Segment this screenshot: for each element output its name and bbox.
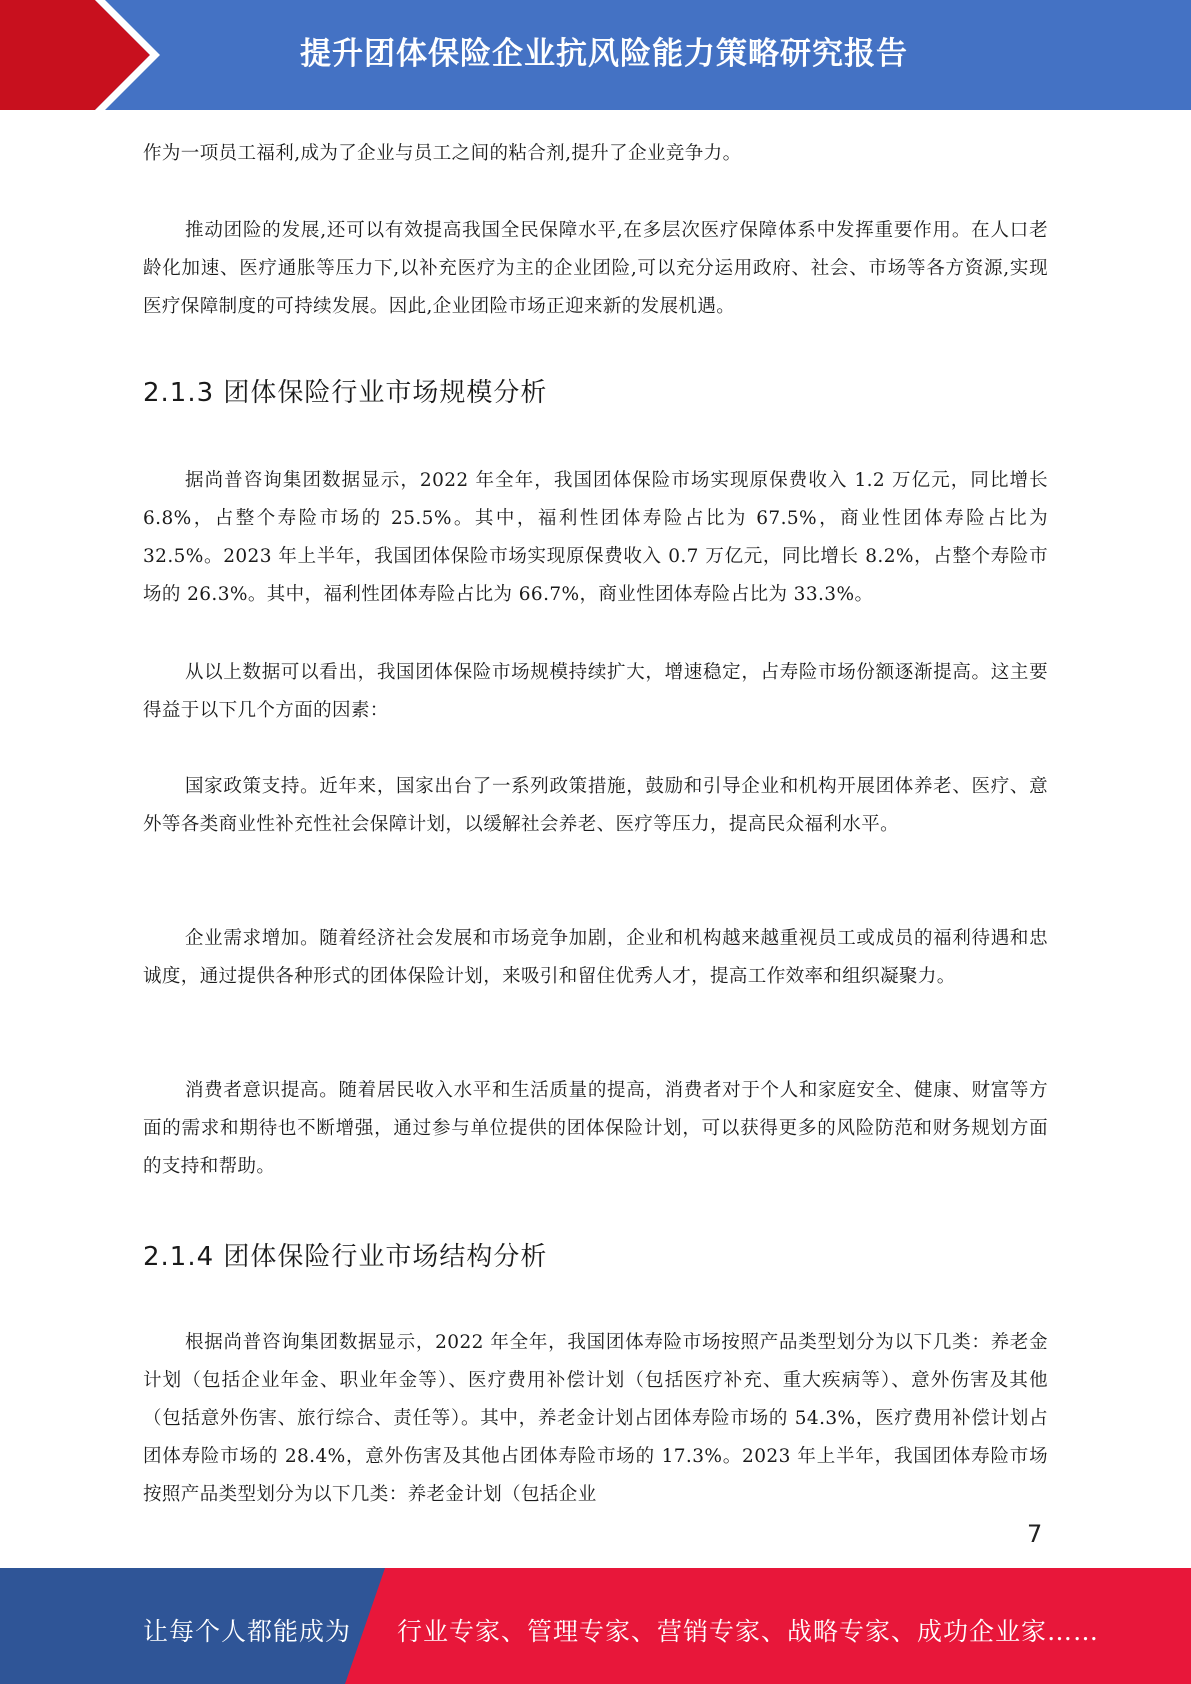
paragraph: 消费者意识提高。随着居民收入水平和生活质量的提高，消费者对于个人和家庭安全、健康、财富等方面的需求和期待也不断增强，通过参与单位提供的团体保险计划，可以获得更多的风险防范和财务规划方面的支持和帮助。 bbox=[143, 1080, 1048, 1177]
paragraph: 国家政策支持。近年来，国家出台了一系列政策措施，鼓励和引导企业和机构开展团体养老、医疗、意外等各类商业性补充性社会保障计划，以缓解社会养老、医疗等压力，提高民众福利水平。 bbox=[143, 776, 1048, 835]
page-footer bbox=[0, 1568, 1191, 1684]
page-number: 7 bbox=[1027, 1520, 1043, 1548]
paragraph: 推动团险的发展,还可以有效提高我国全民保障水平,在多层次医疗保障体系中发挥重要作用。在人口老龄化加速、医疗通胀等压力下,以补充医疗为主的企业团险,可以充分运用政府、社会、市场等各方资源,实现医疗保障制度的可持续发展。因此,企业团险市场正迎来新的发展机遇。 bbox=[143, 220, 1048, 317]
footer-slogan-left: 让每个人都能成为 bbox=[143, 1617, 352, 1646]
paragraph: 从以上数据可以看出，我国团体保险市场规模持续扩大，增速稳定，占寿险市场份额逐渐提高。这主要得益于以下几个方面的因素： bbox=[143, 662, 1048, 721]
section-heading-2-1-3: 2.1.3 团体保险行业市场规模分析 bbox=[143, 378, 548, 408]
section-heading-2-1-4: 2.1.4 团体保险行业市场结构分析 bbox=[143, 1242, 548, 1272]
page-header bbox=[0, 0, 1191, 110]
paragraph: 作为一项员工福利,成为了企业与员工之间的粘合剂,提升了企业竞争力。 bbox=[143, 143, 742, 164]
report-title: 提升团体保险企业抗风险能力策略研究报告 bbox=[300, 36, 908, 72]
footer-slogan-right: 行业专家、管理专家、营销专家、战略专家、成功企业家…… bbox=[397, 1617, 1100, 1646]
paragraph: 据尚普咨询集团数据显示，2022 年全年，我国团体保险市场实现原保费收入 1.2 万亿元，同比增长 6.8%，占整个寿险市场的 25.5%。其中，福利性团体寿险占比为 67.5%，商业性团体寿险占比为 32.5%。2023 年上半年，我国团体保险市场实现原保费收入 0.7 万亿元，同比增长 8.2%，占整个寿险市场的 26.3%。其中，福利性团体寿险占比为 66.7%，商业性团体寿险占比为 33.3%。 bbox=[143, 470, 1048, 605]
paragraph: 根据尚普咨询集团数据显示，2022 年全年，我国团体寿险市场按照产品类型划分为以下几类：养老金计划（包括企业年金、职业年金等）、医疗费用补偿计划（包括医疗补充、重大疾病等）、意外伤害及其他（包括意外伤害、旅行综合、责任等）。其中，养老金计划占团体寿险市场的 54.3%，医疗费用补偿计划占团体寿险市场的 28.4%，意外伤害及其他占团体寿险市场的 17.3%。2023 年上半年，我国团体寿险市场按照产品类型划分为以下几类：养老金计划（包括企业 bbox=[143, 1332, 1048, 1505]
paragraph: 企业需求增加。随着经济社会发展和市场竞争加剧，企业和机构越来越重视员工或成员的福利待遇和忠诚度，通过提供各种形式的团体保险计划，来吸引和留住优秀人才，提高工作效率和组织凝聚力。 bbox=[143, 928, 1048, 987]
